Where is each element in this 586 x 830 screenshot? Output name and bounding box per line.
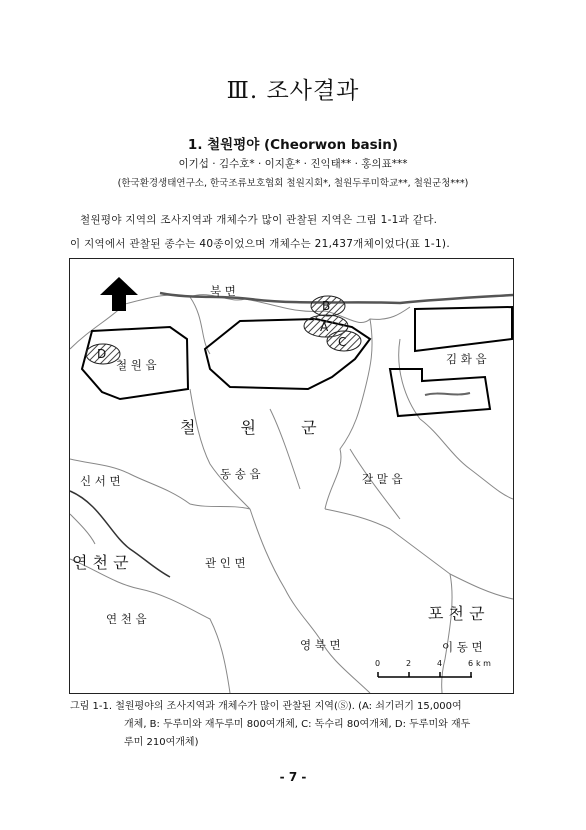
site-b-label: B [322,299,331,313]
scale-tick-0: 0 [375,659,381,668]
paragraph-line-2: 이 지역에서 관찰된 종수는 40종이었으며 개체수는 21,437개체이었다(표 1-1). [70,238,450,250]
label-yeoncheon-eup: 연 천 읍 [106,612,147,626]
caption-line-2: 개체, B: 두루미와 재두루미 800여개체, C: 독수리 80여개체, D: 두루미와 재두 [124,719,471,730]
label-pocheon-gun: 포 천 군 [428,604,485,623]
map-drawing [70,259,513,693]
label-yeoncheon-gun: 연 천 군 [72,553,129,572]
survey-map [69,258,514,694]
label-gwanin-myeon: 관 인 면 [205,556,246,570]
affiliations: (한국환경생태연구소, 한국조류보호협회 철원지회*, 철원두루미학교**, 철원군청***) [117,178,469,189]
authors: 이기섭 · 김수호* · 이지훈* · 진익태** · 홍의표*** [178,158,408,170]
scale-tick-4: 4 [437,659,443,668]
scale-tick-2: 2 [406,659,412,668]
survey-area-gimhwa-north [415,307,512,351]
scale-tick-6: 6 [468,659,474,668]
caption-line-1: 그림 1-1. 철원평야의 조사지역과 개체수가 많이 관찰된 지역(Ⓢ). (A: 쇠기러기 15,000여 [70,701,462,712]
label-sinseo-myeon: 신 서 면 [80,474,121,488]
chapter-title: Ⅲ. 조사결과 [226,78,360,104]
section-title: 1. 철원평야 (Cheorwon basin) [187,137,399,153]
paragraph-line-1: 철원평야 지역의 조사지역과 개체수가 많이 관찰된 지역은 그림 1-1과 같다. [80,214,438,226]
label-bukmyeon: 북 면 [210,284,236,298]
label-dongsong-eup: 동 송 읍 [220,467,261,481]
site-c-label: C [338,335,347,349]
label-cheorwon-eup: 철 원 읍 [116,358,157,372]
label-gimhwa-eup: 김 화 읍 [446,352,487,366]
page-number: - 7 - [279,770,307,784]
label-galmal-eup: 갈 말 읍 [362,472,403,486]
scale-bar [378,672,472,677]
site-d-label: D [97,347,107,361]
survey-area-gimhwa-south [390,369,490,416]
label-idong-myeon: 이 동 면 [442,640,483,654]
label-cheorwon-gun: 철 원 군 [180,418,317,437]
site-a-label: A [320,320,329,334]
north-arrow-icon [100,277,138,311]
label-yeongbuk-myeon: 영 북 면 [300,638,341,652]
river-line [425,393,470,395]
scale-unit: k m [476,659,491,668]
caption-line-3: 루미 210여개체) [124,737,199,748]
